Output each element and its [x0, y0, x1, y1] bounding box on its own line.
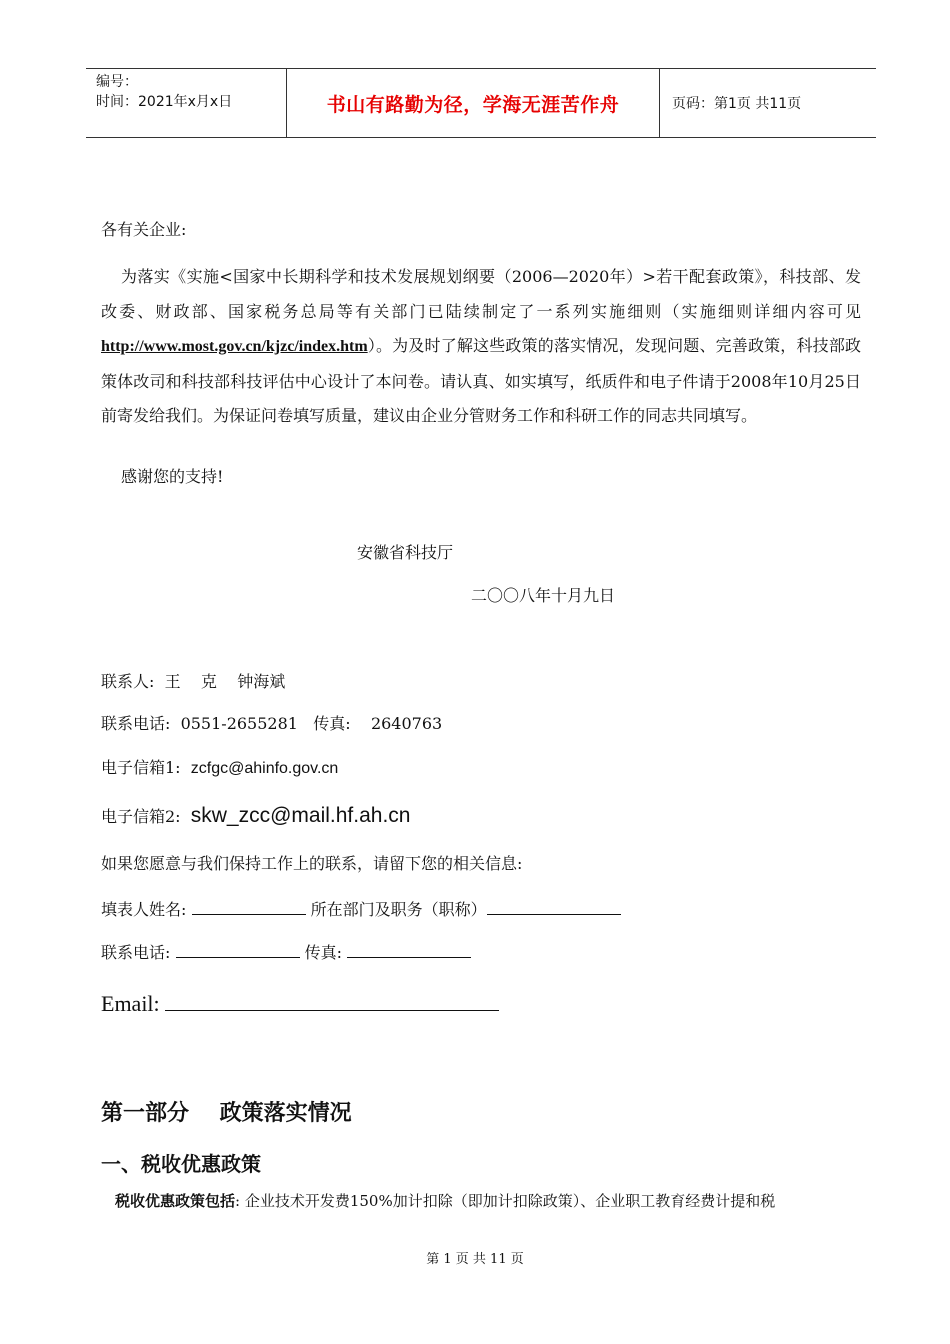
form-fax-label: 传真: — [304, 943, 342, 962]
signature-org: 安徽省科技厅 — [357, 543, 454, 562]
email2-label: 电子信箱2: — [101, 807, 181, 826]
email2-row — [101, 806, 410, 827]
policy-lead-bold: 税收优惠政策包括 — [115, 1192, 236, 1210]
policy-lead-rest: : 企业技术开发费150%加计扣除（即加计扣除政策）、企业职工教育经费计提和税 — [235, 1192, 776, 1210]
letter-body — [101, 260, 861, 434]
doc-number-label: 编号： — [96, 74, 138, 90]
policy-lead — [115, 1193, 775, 1209]
header-page-cell — [660, 69, 876, 137]
motto: 书山有路勤为径，学海无涯苦作舟 — [326, 93, 620, 116]
header-meta-cell — [86, 69, 287, 137]
email-blank[interactable] — [165, 990, 499, 1011]
contact-phone: 联系电话: 0551-2655281 传真: 2640763 — [101, 714, 443, 733]
page-footer: 第 1 页 共 11 页 — [426, 1252, 524, 1267]
name-blank[interactable] — [192, 900, 306, 915]
form-email-label: Email: — [101, 991, 160, 1016]
contact-person: 联系人: 王 克 钟海斌 — [101, 672, 286, 691]
policy-link[interactable]: http://www.most.gov.cn/kjzc/index.htm — [101, 338, 368, 355]
email2-value: skw_zcc@mail.hf.ah.cn — [190, 804, 411, 827]
header-motto-cell — [287, 69, 660, 137]
fax-blank[interactable] — [347, 943, 471, 958]
letter-body-suffix: ）。为及时了解这些政策的落实情况，发现问题、完善政策，科技部政策体改司和科技部科技评估中心设计了本问卷。请认真、如实填写，纸质件和电子件请于2008年10月25日前寄发给我们。为保证问卷填写质量，建议由企业分管财务工作和科研工作的同志共同填写。 — [101, 336, 861, 425]
email1-label: 电子信箱1: — [101, 758, 181, 777]
section-title: 一、税收优惠政策 — [101, 1152, 261, 1176]
form-row-name — [101, 900, 621, 918]
header-table — [86, 68, 876, 138]
doc-time-label: 时间：2021年x月x日 — [96, 94, 233, 110]
salutation: 各有关企业: — [101, 220, 187, 239]
dept-label: 所在部门及职务（职称） — [310, 900, 487, 919]
letter-body-prefix: 为落实《实施<国家中长期科学和技术发展规划纲要（2006—2020年）>若干配套政策》，科技部、发改委、财政部、国家税务总局等有关部门已陆续制定了一系列实施细则（实施细则详细内容可见 — [101, 267, 861, 321]
dept-blank[interactable] — [487, 900, 621, 915]
form-phone-label: 联系电话: — [101, 943, 171, 962]
phone-blank[interactable] — [176, 943, 300, 958]
form-intro: 如果您愿意与我们保持工作上的联系，请留下您的相关信息: — [101, 854, 523, 873]
form-row-phone — [101, 943, 471, 961]
thanks: 感谢您的支持! — [121, 467, 224, 486]
form-row-email — [101, 990, 499, 1016]
part-title: 第一部分 政策落实情况 — [101, 1101, 352, 1126]
page-info: 页码：第1页 共11页 — [672, 96, 802, 112]
signature-date: 二〇〇八年十月九日 — [471, 586, 616, 605]
email1-value: zcfgc@ahinfo.gov.cn — [190, 760, 339, 777]
email1-row — [101, 760, 338, 777]
name-label: 填表人姓名: — [101, 900, 187, 919]
